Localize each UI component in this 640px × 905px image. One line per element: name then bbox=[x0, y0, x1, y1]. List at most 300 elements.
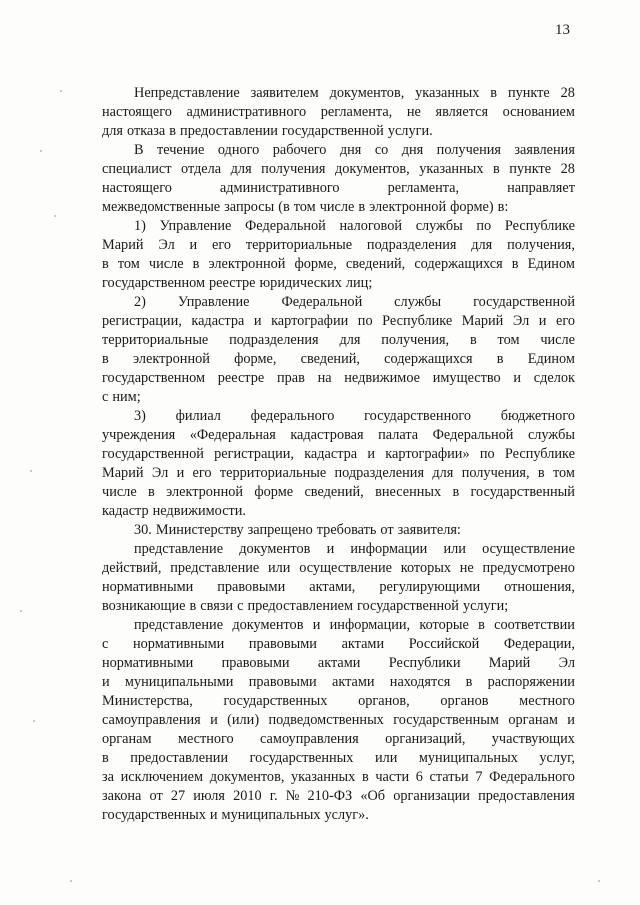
word: исключением bbox=[120, 769, 204, 785]
paragraph bbox=[102, 521, 575, 540]
word: действий, bbox=[102, 560, 162, 576]
word: сделок bbox=[533, 370, 575, 386]
word: государственной bbox=[102, 446, 204, 462]
text-line bbox=[102, 331, 575, 350]
text-line bbox=[102, 616, 575, 635]
word: государственный bbox=[470, 484, 575, 500]
text-line bbox=[102, 654, 575, 673]
word: в bbox=[452, 484, 460, 500]
word: лиц; bbox=[345, 275, 373, 291]
word: Республике bbox=[504, 446, 575, 462]
word: электронной bbox=[208, 256, 286, 272]
word: услуг». bbox=[324, 807, 369, 823]
text-line bbox=[102, 141, 575, 160]
word: прав bbox=[276, 370, 305, 386]
scan-speck bbox=[33, 720, 35, 722]
text-line bbox=[102, 217, 575, 236]
word: документов bbox=[239, 541, 311, 557]
word: территориальные bbox=[245, 237, 353, 253]
word: требовать bbox=[316, 522, 377, 538]
word: кадастра bbox=[191, 313, 245, 329]
word: Федеральной bbox=[281, 294, 363, 310]
word: (или) bbox=[227, 712, 260, 728]
text-line bbox=[102, 540, 575, 559]
word: ним; bbox=[112, 389, 141, 405]
word: и bbox=[209, 807, 218, 823]
word: представление bbox=[134, 541, 224, 557]
word: заявителя: bbox=[397, 522, 461, 538]
text-line bbox=[102, 236, 575, 255]
word: отношения, bbox=[504, 579, 575, 595]
word: настоящего bbox=[102, 180, 172, 196]
word: информации, bbox=[329, 617, 411, 633]
word: регулирующими bbox=[379, 579, 481, 595]
word: заявителем bbox=[250, 85, 319, 101]
word: получения, bbox=[461, 465, 530, 481]
word: службы bbox=[527, 427, 575, 443]
word: осуществление bbox=[299, 560, 392, 576]
word: на bbox=[317, 370, 332, 386]
text-line bbox=[102, 597, 575, 616]
word: службы bbox=[394, 294, 442, 310]
word: документов, bbox=[335, 161, 410, 177]
word: в bbox=[189, 598, 197, 614]
text-line bbox=[102, 312, 575, 331]
word: 27 bbox=[170, 788, 186, 804]
word: получения bbox=[261, 161, 326, 177]
word: федерального bbox=[250, 408, 335, 424]
word: 2010 bbox=[233, 788, 262, 804]
word: Эл bbox=[151, 465, 169, 481]
word: по bbox=[479, 446, 495, 462]
word: филиал bbox=[175, 408, 221, 424]
word: запросы bbox=[224, 199, 275, 215]
word: в bbox=[102, 256, 109, 272]
word: в bbox=[496, 351, 504, 367]
word: Управление bbox=[159, 218, 232, 234]
word: Федеральной bbox=[245, 218, 326, 234]
word: (в bbox=[278, 199, 290, 215]
page-number: 13 bbox=[555, 22, 570, 38]
word: участвующих bbox=[491, 731, 575, 747]
word: представление bbox=[170, 560, 260, 576]
word: № bbox=[285, 788, 300, 804]
word: правовыми bbox=[248, 636, 317, 652]
word: палата bbox=[378, 427, 419, 443]
word: в bbox=[102, 750, 109, 766]
word: том bbox=[117, 256, 140, 272]
word: содержащихся bbox=[384, 351, 473, 367]
word: административного bbox=[219, 180, 340, 196]
word: том bbox=[293, 199, 316, 215]
text-line bbox=[102, 274, 575, 293]
word: документов, bbox=[329, 85, 405, 101]
word: подразделения bbox=[229, 332, 319, 348]
word: Марий bbox=[461, 313, 504, 329]
word: государственным bbox=[393, 712, 499, 728]
word: Эл bbox=[558, 655, 575, 671]
scan-speck bbox=[70, 880, 72, 882]
word: Едином bbox=[527, 351, 575, 367]
word: государственной bbox=[281, 123, 384, 139]
paragraph bbox=[102, 407, 575, 521]
text-line bbox=[102, 255, 575, 274]
word: предусмотрено bbox=[482, 560, 575, 576]
word: форме, bbox=[234, 351, 277, 367]
word: за bbox=[102, 769, 114, 785]
word: документов, bbox=[209, 769, 285, 785]
word: для bbox=[432, 465, 454, 481]
word: которые bbox=[419, 617, 469, 633]
word: Управление bbox=[177, 294, 250, 310]
text-line bbox=[102, 426, 575, 445]
text-line bbox=[102, 198, 575, 217]
word: учреждения bbox=[102, 427, 176, 443]
word: числе bbox=[319, 199, 355, 215]
word: Федерального bbox=[489, 769, 575, 785]
word: запрещено bbox=[247, 522, 313, 538]
text-line bbox=[102, 293, 575, 312]
word: органов, bbox=[358, 693, 410, 709]
word: регламента, bbox=[387, 180, 460, 196]
word: или bbox=[443, 541, 466, 557]
word: для bbox=[230, 161, 252, 177]
word: указанных bbox=[419, 161, 484, 177]
word: с bbox=[237, 598, 244, 614]
scan-speck bbox=[54, 215, 56, 217]
word: получения bbox=[436, 142, 501, 158]
word: и bbox=[253, 313, 262, 329]
text-line bbox=[102, 578, 575, 597]
word: бюджетного bbox=[500, 408, 575, 424]
word: государственных bbox=[249, 750, 354, 766]
text-line bbox=[102, 160, 575, 179]
text-line bbox=[102, 559, 575, 578]
word: отдела bbox=[181, 161, 222, 177]
word: регистрации, bbox=[102, 313, 182, 329]
word: недвижимости. bbox=[152, 503, 247, 519]
word: осуществление bbox=[482, 541, 575, 557]
word: связи bbox=[200, 598, 234, 614]
word: в bbox=[537, 465, 545, 481]
word: заявления bbox=[514, 142, 575, 158]
word: получения, bbox=[507, 237, 575, 253]
word: кадастра bbox=[304, 446, 358, 462]
word: Республике bbox=[382, 313, 453, 329]
word: нормативными bbox=[102, 655, 194, 671]
word: самоуправления bbox=[102, 712, 201, 728]
word: представление bbox=[134, 617, 224, 633]
word: Марий bbox=[488, 655, 531, 671]
text-line bbox=[102, 464, 575, 483]
word: и bbox=[312, 617, 321, 633]
word: сведений, bbox=[300, 351, 360, 367]
word: в bbox=[169, 123, 177, 139]
word: услуг, bbox=[539, 750, 575, 766]
word: том bbox=[497, 332, 520, 348]
word: кадастровая bbox=[290, 427, 364, 443]
text-line bbox=[102, 711, 575, 730]
text-line bbox=[102, 521, 575, 540]
word: дня bbox=[401, 142, 424, 158]
word: отказа bbox=[127, 123, 166, 139]
text-line bbox=[102, 179, 575, 198]
word: в bbox=[361, 769, 369, 785]
word: самоуправления bbox=[260, 731, 359, 747]
word: его bbox=[212, 237, 232, 253]
word: том bbox=[553, 465, 575, 481]
word: и bbox=[567, 712, 575, 728]
word: форме) bbox=[450, 199, 494, 215]
word: нормативными bbox=[102, 579, 194, 595]
word: электронной bbox=[369, 199, 447, 215]
word: одного bbox=[217, 142, 260, 158]
word: электронной bbox=[166, 484, 244, 500]
word: кадастр bbox=[102, 503, 149, 519]
word: муниципальных bbox=[418, 750, 518, 766]
paragraph bbox=[102, 540, 575, 616]
word: административного bbox=[186, 104, 307, 120]
text-line bbox=[102, 502, 575, 521]
word: нормативными bbox=[133, 636, 225, 652]
word: со bbox=[374, 142, 389, 158]
text-line bbox=[102, 673, 575, 692]
word: актами, bbox=[309, 579, 356, 595]
text-line bbox=[102, 787, 575, 806]
word: г. bbox=[269, 788, 278, 804]
word: Российской bbox=[408, 636, 480, 652]
scan-speck bbox=[40, 150, 42, 152]
text-line bbox=[102, 806, 575, 825]
word: информации bbox=[350, 541, 428, 557]
paragraph bbox=[102, 84, 575, 141]
scan-speck bbox=[30, 470, 32, 472]
word: предоставлением bbox=[247, 598, 354, 614]
word: организации bbox=[393, 788, 470, 804]
word: в bbox=[511, 256, 519, 272]
word: Министерства, bbox=[102, 693, 193, 709]
word: в: bbox=[497, 199, 509, 215]
word: государственном bbox=[102, 275, 206, 291]
document-body bbox=[102, 84, 575, 825]
word: актами bbox=[341, 636, 385, 652]
word: и bbox=[367, 446, 376, 462]
word: направляет bbox=[507, 180, 575, 196]
word: основанием bbox=[502, 104, 575, 120]
word: в bbox=[358, 199, 366, 215]
word: указанных bbox=[415, 85, 480, 101]
word: налоговой bbox=[339, 218, 403, 234]
word: и bbox=[210, 712, 218, 728]
word: настоящего bbox=[102, 104, 172, 120]
word: от bbox=[380, 522, 394, 538]
paragraph bbox=[102, 141, 575, 217]
word: или bbox=[374, 750, 398, 766]
word: от bbox=[149, 788, 163, 804]
word: и bbox=[326, 541, 335, 557]
word: предоставления bbox=[478, 788, 575, 804]
word: картографии bbox=[271, 313, 349, 329]
word: регламента, bbox=[320, 104, 393, 120]
text-line bbox=[102, 369, 575, 388]
word: органам bbox=[508, 712, 558, 728]
word: подразделения bbox=[334, 465, 425, 481]
word: Эл bbox=[512, 313, 530, 329]
word: местного bbox=[519, 693, 575, 709]
word: является bbox=[435, 104, 489, 120]
word: 28 bbox=[560, 161, 575, 177]
word: органов bbox=[440, 693, 489, 709]
word: с bbox=[102, 636, 109, 652]
word: сведений, bbox=[345, 256, 406, 272]
word: форме bbox=[254, 484, 294, 500]
word: в bbox=[469, 332, 477, 348]
word: территориальные bbox=[219, 465, 327, 481]
word: 30. bbox=[134, 522, 152, 538]
text-line bbox=[102, 350, 575, 369]
word: 28 bbox=[560, 85, 575, 101]
word: регистрации, bbox=[214, 446, 294, 462]
word: статьи bbox=[429, 769, 469, 785]
word: 2) bbox=[134, 294, 146, 310]
word: правовыми bbox=[248, 674, 317, 690]
word: Республики bbox=[388, 655, 461, 671]
word: Едином bbox=[527, 256, 575, 272]
word: Эл bbox=[158, 237, 175, 253]
word: «Об bbox=[360, 788, 386, 804]
text-line bbox=[102, 103, 575, 122]
word: картографии» bbox=[385, 446, 470, 462]
text-line bbox=[102, 768, 575, 787]
word: его bbox=[192, 465, 212, 481]
word: в bbox=[192, 256, 200, 272]
word: Марий bbox=[102, 237, 144, 253]
word: услуги. bbox=[387, 123, 433, 139]
word: для bbox=[471, 237, 493, 253]
word: государственном bbox=[102, 370, 206, 386]
text-line bbox=[102, 445, 575, 464]
word: рабочего bbox=[272, 142, 327, 158]
word: 1) bbox=[134, 218, 146, 234]
word: пункте bbox=[507, 85, 550, 101]
text-line bbox=[102, 749, 575, 768]
scan-speck bbox=[20, 610, 22, 612]
paragraph bbox=[102, 616, 575, 825]
text-line bbox=[102, 84, 575, 103]
word: внесенных bbox=[375, 484, 442, 500]
word: получения, bbox=[381, 332, 450, 348]
word: реестре bbox=[209, 275, 256, 291]
word: юридических bbox=[259, 275, 342, 291]
word: муниципальных bbox=[221, 807, 321, 823]
word: в bbox=[490, 85, 498, 101]
word: правовыми bbox=[221, 655, 290, 671]
word: территориальные bbox=[102, 332, 209, 348]
text-line bbox=[102, 407, 575, 426]
word: закона bbox=[102, 788, 142, 804]
word: в bbox=[148, 484, 155, 500]
word: для bbox=[339, 332, 361, 348]
word: актами bbox=[331, 674, 375, 690]
word: государственных bbox=[223, 693, 328, 709]
word: не bbox=[459, 560, 474, 576]
word: реестре bbox=[217, 370, 265, 386]
text-line bbox=[102, 692, 575, 711]
word: в bbox=[465, 674, 473, 690]
word: и bbox=[513, 370, 522, 386]
text-line bbox=[102, 635, 575, 654]
word: межведомственные bbox=[102, 199, 221, 215]
word: 3) bbox=[134, 408, 146, 424]
text-line bbox=[102, 483, 575, 502]
paragraph bbox=[102, 293, 575, 407]
word: и bbox=[176, 465, 185, 481]
word: дня bbox=[339, 142, 362, 158]
word: муниципальными bbox=[124, 674, 234, 690]
word: в bbox=[102, 351, 109, 367]
word: Федеральной bbox=[432, 427, 514, 443]
word: по bbox=[476, 218, 492, 234]
text-line bbox=[102, 388, 575, 407]
word: Федерации, bbox=[503, 636, 575, 652]
word: службы bbox=[415, 218, 463, 234]
word: подведомственных bbox=[268, 712, 384, 728]
word: электронной bbox=[132, 351, 210, 367]
word: 210-ФЗ bbox=[307, 788, 353, 804]
word: Министерству bbox=[155, 522, 244, 538]
word: специалист bbox=[102, 161, 172, 177]
word: сведений, bbox=[304, 484, 364, 500]
word: Непредставление bbox=[134, 85, 240, 101]
word: или bbox=[268, 560, 291, 576]
word: по bbox=[357, 313, 373, 329]
word: его bbox=[555, 313, 575, 329]
word: находятся bbox=[389, 674, 451, 690]
word: «Федеральная bbox=[189, 427, 276, 443]
word: числе bbox=[102, 484, 137, 500]
word: местного bbox=[177, 731, 234, 747]
word: государственной bbox=[357, 598, 459, 614]
word: недвижимое bbox=[344, 370, 421, 386]
word: имущество bbox=[432, 370, 501, 386]
word: форме, bbox=[294, 256, 337, 272]
word: Марий bbox=[102, 465, 144, 481]
word: и bbox=[102, 674, 110, 690]
word: возникающие bbox=[102, 598, 186, 614]
word: числе bbox=[148, 256, 184, 272]
word: не bbox=[406, 104, 421, 120]
word: июля bbox=[193, 788, 225, 804]
word: для bbox=[102, 123, 123, 139]
text-line bbox=[102, 730, 575, 749]
word: соответствии bbox=[494, 617, 575, 633]
scan-speck bbox=[598, 880, 600, 882]
word: и bbox=[189, 237, 198, 253]
word: государственного bbox=[364, 408, 472, 424]
word: Республике bbox=[504, 218, 575, 234]
text-line bbox=[102, 122, 575, 141]
word: документов bbox=[232, 617, 304, 633]
word: с bbox=[102, 389, 109, 405]
word: которых bbox=[400, 560, 452, 576]
word: предоставлении bbox=[180, 123, 278, 139]
word: В bbox=[134, 142, 144, 158]
word: распоряжении bbox=[487, 674, 575, 690]
word: 6 bbox=[415, 769, 423, 785]
word: предоставлении bbox=[130, 750, 229, 766]
word: организаций, bbox=[385, 731, 466, 747]
paragraph bbox=[102, 217, 575, 293]
